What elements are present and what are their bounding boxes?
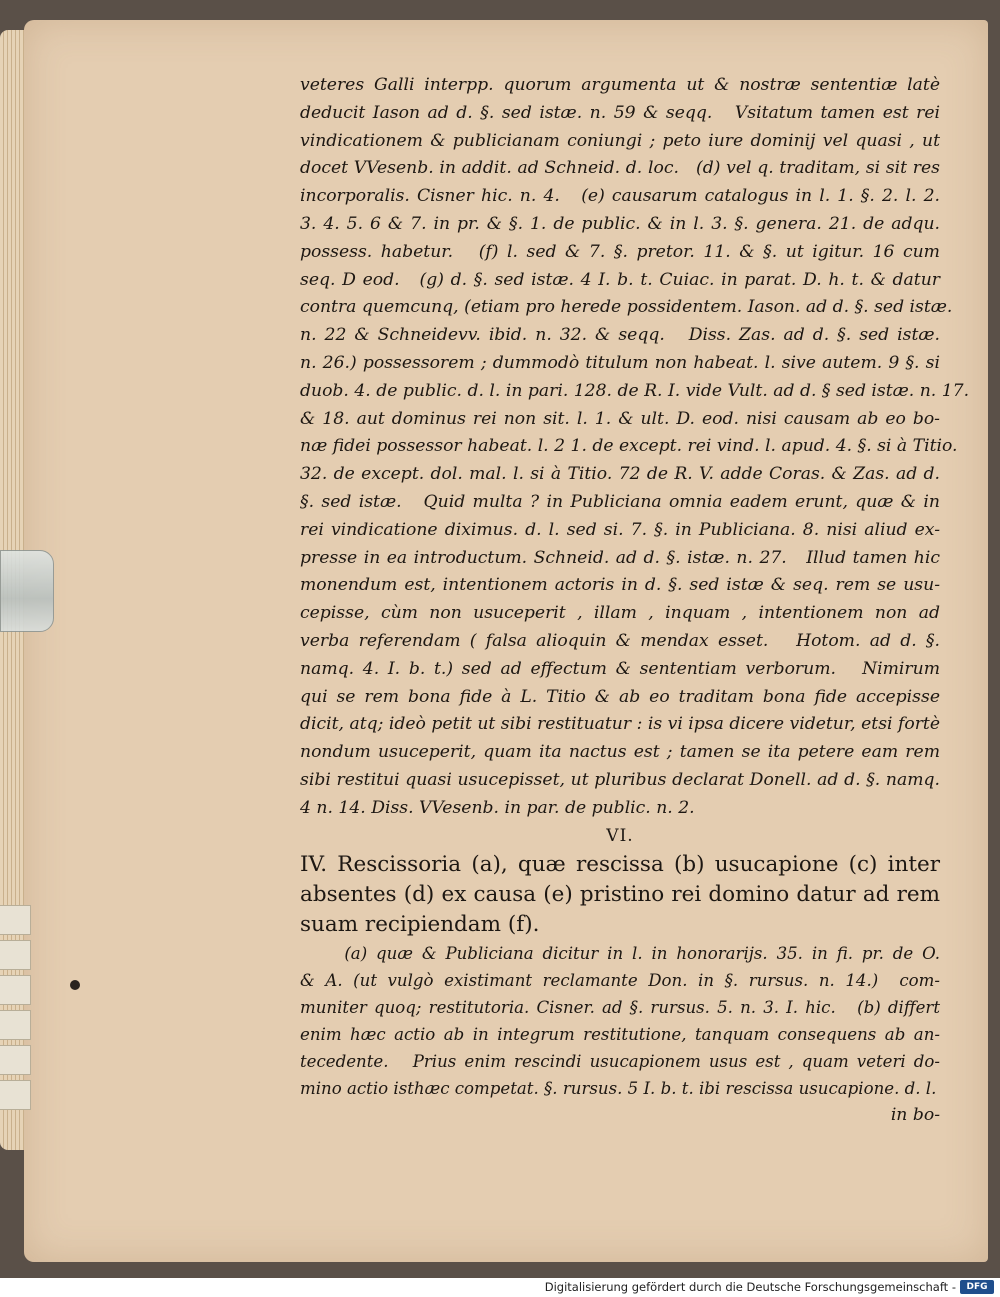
text-line: & A. (ut vulgò existimant reclamante Don. in §. rursus. n. 14.) com-	[300, 971, 940, 991]
text-line: monendum est, intentionem actoris in d. §. sed istæ & seq. rem se usu-	[300, 575, 940, 596]
tab-marker	[0, 905, 31, 935]
text-line: nondum usuceperit, quam ita nactus est ; tamen se ita petere eam rem	[300, 742, 940, 763]
text-line: docet VVesenb. in addit. ad Schneid. d. loc. (d) vel q. traditam, si sit res	[300, 158, 940, 179]
main-paragraph	[300, 850, 940, 940]
text-line: (a) quæ & Publiciana dicitur in l. in honorarijs. 35. in fi. pr. de O.	[300, 944, 940, 964]
text-line: rei vindicatione diximus. d. l. sed si. 7. §. in Publiciana. 8. nisi aliud ex-	[300, 519, 940, 540]
section-heading: VI.	[606, 825, 634, 846]
text-line: possess. habetur. (f) l. sed & 7. §. pretor. 11. & §. ut igitur. 16 cum	[300, 241, 940, 262]
tab-marker	[0, 940, 31, 970]
text-line: 32. de except. dol. mal. l. si à Titio. 72 de R. V. adde Coras. & Zas. ad d.	[300, 464, 940, 485]
text-line: seq. D eod. (g) d. §. sed istæ. 4 I. b. t. Cuiac. in parat. D. h. t. & datur	[300, 269, 940, 290]
text-line: presse in ea introductum. Schneid. ad d. §. istæ. n. 27. Illud tamen hic	[300, 547, 940, 568]
text-line: 3. 4. 5. 6 & 7. in pr. & §. 1. de public. & in l. 3. §. genera. 21. de adqu.	[300, 213, 940, 234]
dfg-logo: DFG	[960, 1280, 994, 1294]
text-line: contra quemcunq, (etiam pro herede possidentem. Iason. ad d. §. sed istæ.	[300, 297, 953, 318]
footer-bar	[0, 1278, 1000, 1297]
funding-credit: Digitalisierung gefördert durch die Deutsche Forschungsgemeinschaft -	[544, 1280, 956, 1294]
text-line: cepisse, cùm non usuceperit , illam , inquam , intentionem non ad	[300, 603, 940, 624]
catchword: in bo-	[890, 1105, 940, 1126]
tab-marker	[0, 1080, 31, 1110]
text-line: vindicationem & publicianam coniungi ; peto iure dominij vel quasi , ut	[300, 130, 940, 151]
text-line: duob. 4. de public. d. l. in pari. 128. de R. I. vide Vult. ad d. § sed istæ. n. 17.	[300, 380, 970, 401]
text-line: tecedente. Prius enim rescindi usucapionem usus est , quam veteri do-	[300, 1052, 940, 1072]
text-line: mino actio isthæc competat. §. rursus. 5 I. b. t. ibi rescissa usucapione. d. l.	[300, 1079, 937, 1099]
text-line: suam recipiendam (f).	[300, 912, 540, 938]
text-line: dicit, atq; ideò petit ut sibi restituatur : is vi ipsa dicere videtur, etsi fortè	[300, 714, 940, 735]
text-line: n. 26.) possessorem ; dummodò titulum non habeat. l. sive autem. 9 §. si	[300, 352, 940, 373]
text-line: namq. 4. I. b. t.) sed ad effectum & sententiam verborum. Nimirum	[300, 658, 940, 679]
commentary-block	[300, 72, 970, 823]
book-clip	[0, 550, 54, 632]
text-line: incorporalis. Cisner hic. n. 4. (e) causarum catalogus in l. 1. §. 2. l. 2.	[300, 186, 940, 207]
text-line: 4 n. 14. Diss. VVesenb. in par. de public. n. 2.	[300, 797, 695, 818]
text-line: qui se rem bona fide à L. Titio & ab eo traditam bona fide accepisse	[300, 686, 940, 707]
text-line: absentes (d) ex causa (e) pristino rei domino datur ad rem	[300, 882, 940, 908]
ink-spot	[70, 980, 80, 990]
text-line: §. sed istæ. Quid multa ? in Publiciana omnia eadem erunt, quæ & in	[300, 491, 940, 512]
notes-block	[300, 940, 940, 1102]
text-line: muniter quoq; restitutoria. Cisner. ad §. rursus. 5. n. 3. I. hic. (b) differt	[300, 998, 940, 1018]
text-line: & 18. aut dominus rei non sit. l. 1. & ult. D. eod. nisi causam ab eo bo-	[300, 408, 940, 429]
text-line: IV. Rescissoria (a), quæ rescissa (b) usucapione (c) inter	[300, 852, 940, 878]
tab-marker	[0, 1045, 31, 1075]
tab-marker	[0, 1010, 31, 1040]
text-line: deducit Iason ad d. §. sed istæ. n. 59 & seqq. Vsitatum tamen est rei	[300, 102, 940, 123]
text-line: enim hæc actio ab in integrum restitutione, tanquam consequens ab an-	[300, 1025, 940, 1045]
tab-marker	[0, 975, 31, 1005]
text-line: sibi restitui quasi usucepisset, ut pluribus declarat Donell. ad d. §. namq.	[300, 769, 940, 790]
text-line: næ fidei possessor habeat. l. 2 1. de except. rei vind. l. apud. 4. §. si à Titio.	[300, 436, 958, 457]
text-line: verba referendam ( falsa alioquin & mendax esset. Hotom. ad d. §.	[300, 630, 940, 651]
text-line: n. 22 & Schneidevv. ibid. n. 32. & seqq. Diss. Zas. ad d. §. sed istæ.	[300, 325, 940, 346]
text-line: veteres Galli interpp. quorum argumenta ut & nostræ sententiæ latè	[300, 75, 940, 95]
page-text	[300, 72, 970, 1130]
